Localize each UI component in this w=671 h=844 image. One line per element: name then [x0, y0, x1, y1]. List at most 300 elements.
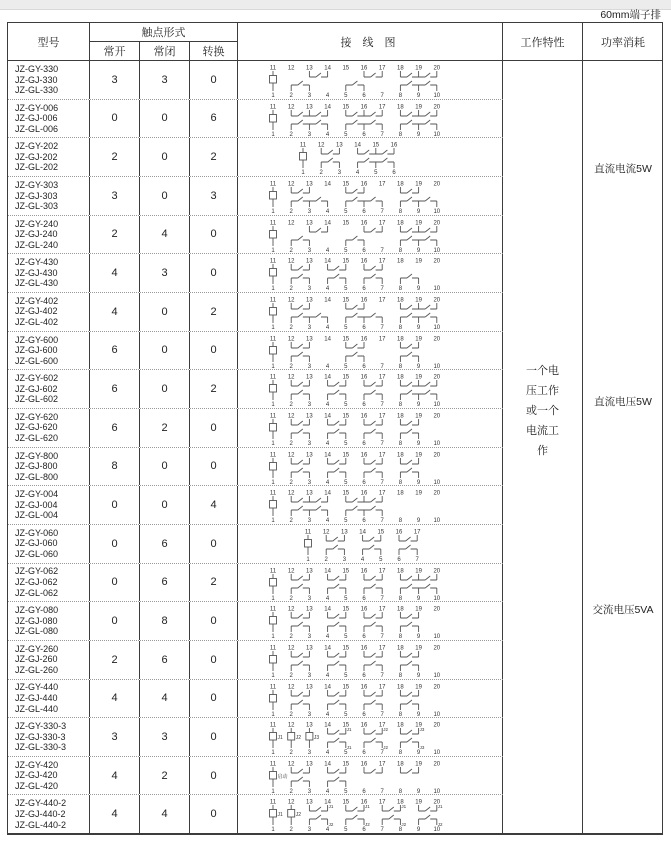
normally-closed-count: 4	[140, 216, 190, 254]
svg-text:8: 8	[398, 247, 403, 254]
svg-text:4: 4	[325, 324, 330, 331]
svg-text:11: 11	[269, 452, 277, 459]
svg-text:19: 19	[415, 336, 422, 343]
svg-text:12: 12	[287, 722, 295, 729]
svg-text:4: 4	[325, 131, 330, 138]
svg-text:12: 12	[287, 65, 295, 72]
svg-text:12: 12	[287, 220, 295, 227]
svg-text:20: 20	[433, 65, 441, 72]
svg-text:8: 8	[398, 788, 403, 795]
normally-closed-count: 3	[140, 61, 190, 99]
model-label: JZ-GY-060	[15, 527, 59, 538]
svg-text:16: 16	[360, 220, 368, 227]
model-label: JZ-GJ-600	[15, 345, 58, 356]
normally-open-count: 2	[90, 641, 140, 679]
svg-text:7: 7	[380, 286, 384, 292]
svg-text:12: 12	[317, 142, 325, 149]
svg-text:14: 14	[324, 490, 331, 497]
svg-text:16: 16	[360, 568, 368, 575]
svg-text:8: 8	[398, 131, 403, 138]
svg-text:12: 12	[287, 606, 295, 613]
svg-text:2: 2	[289, 672, 293, 679]
model-label: JZ-GJ-440-2	[15, 809, 66, 819]
svg-text:14: 14	[324, 606, 331, 613]
model-label: JZ-GY-080	[15, 605, 59, 616]
changeover-count: 0	[190, 448, 238, 486]
model-cell	[8, 332, 90, 370]
svg-text:1: 1	[271, 363, 275, 370]
normally-closed-count: 6	[140, 641, 190, 679]
svg-text:2: 2	[289, 440, 293, 447]
model-label: JZ-GJ-440	[15, 693, 58, 704]
svg-text:J1: J1	[346, 727, 352, 733]
svg-text:10: 10	[433, 247, 441, 254]
svg-text:11: 11	[269, 490, 277, 497]
svg-text:3: 3	[307, 788, 312, 795]
svg-text:13: 13	[306, 181, 313, 188]
normally-closed-count: 2	[140, 409, 190, 447]
svg-text:13: 13	[306, 374, 313, 381]
power-consumption-label: 交流电压5VA	[592, 604, 654, 616]
model-cell	[8, 254, 90, 292]
model-label: JZ-GJ-240	[15, 229, 58, 240]
svg-text:启动: 启动	[277, 773, 288, 780]
svg-text:20: 20	[433, 761, 441, 768]
svg-text:11: 11	[269, 220, 277, 227]
svg-text:4: 4	[325, 827, 330, 834]
svg-text:16: 16	[395, 529, 403, 536]
wiring-diagram-cell	[238, 293, 503, 331]
terminal-strip-note: 60mm端子排	[600, 9, 661, 21]
svg-text:5: 5	[344, 634, 348, 640]
svg-text:6: 6	[362, 750, 366, 756]
svg-text:10: 10	[433, 131, 441, 138]
svg-text:12: 12	[287, 258, 295, 265]
svg-text:5: 5	[344, 208, 348, 215]
svg-text:7: 7	[380, 363, 384, 370]
normally-open-count: 0	[90, 602, 140, 640]
svg-text:14: 14	[324, 799, 331, 806]
svg-text:7: 7	[380, 595, 384, 602]
model-label: JZ-GY-330-3	[15, 721, 67, 732]
svg-text:19: 19	[415, 297, 422, 304]
svg-text:2: 2	[289, 208, 293, 215]
svg-text:12: 12	[287, 568, 295, 575]
svg-text:5: 5	[344, 479, 348, 486]
model-label: JZ-GL-620	[15, 433, 59, 444]
svg-text:3: 3	[307, 402, 312, 408]
svg-text:18: 18	[397, 181, 404, 188]
svg-text:14: 14	[359, 529, 366, 536]
svg-text:J2: J2	[437, 822, 443, 828]
model-label: JZ-GL-602	[15, 394, 59, 405]
svg-text:6: 6	[362, 131, 366, 138]
table-row	[8, 99, 503, 138]
svg-text:18: 18	[397, 336, 404, 343]
svg-text:10: 10	[433, 93, 441, 99]
changeover-count: 0	[190, 757, 238, 795]
svg-text:10: 10	[433, 286, 441, 292]
wiring-diagram-cell	[238, 525, 503, 563]
svg-text:J3: J3	[419, 745, 425, 751]
svg-text:18: 18	[397, 220, 404, 227]
normally-open-count: 2	[90, 138, 140, 176]
wiring-diagram	[238, 602, 502, 640]
wiring-diagram	[238, 641, 502, 679]
model-cell	[8, 409, 90, 447]
normally-open-count: 0	[90, 564, 140, 602]
normally-closed-count: 3	[140, 254, 190, 292]
wiring-diagram-cell	[238, 177, 503, 215]
svg-text:8: 8	[398, 750, 403, 756]
svg-text:11: 11	[269, 374, 277, 381]
model-cell	[8, 718, 90, 756]
svg-text:2: 2	[289, 634, 293, 640]
model-cell	[8, 525, 90, 563]
svg-text:17: 17	[378, 374, 386, 381]
svg-text:6: 6	[392, 170, 396, 176]
svg-text:5: 5	[344, 324, 348, 331]
svg-text:6: 6	[362, 634, 366, 640]
svg-text:8: 8	[398, 827, 403, 834]
table-row	[8, 408, 503, 447]
wiring-diagram-cell	[238, 718, 503, 756]
svg-text:10: 10	[433, 324, 441, 331]
svg-text:13: 13	[306, 490, 313, 497]
normally-closed-count: 6	[140, 525, 190, 563]
svg-text:5: 5	[379, 556, 383, 563]
svg-text:14: 14	[324, 684, 331, 690]
working-characteristics-line: 作	[537, 445, 548, 457]
svg-text:4: 4	[325, 402, 330, 408]
svg-text:4: 4	[325, 788, 330, 795]
model-label: JZ-GL-440-2	[15, 819, 67, 830]
table-row	[8, 601, 503, 640]
normally-closed-count: 4	[140, 680, 190, 718]
wiring-diagram-cell	[238, 757, 503, 795]
svg-text:15: 15	[342, 684, 350, 690]
svg-text:5: 5	[344, 402, 348, 408]
normally-open-count: 3	[90, 718, 140, 756]
svg-text:14: 14	[324, 761, 331, 768]
svg-text:8: 8	[398, 711, 403, 718]
svg-text:19: 19	[415, 606, 422, 613]
svg-text:15: 15	[342, 65, 350, 72]
svg-text:20: 20	[433, 645, 441, 652]
wiring-diagram	[238, 254, 502, 292]
working-characteristics-line: 压工作	[526, 385, 559, 397]
normally-closed-count: 4	[140, 795, 190, 833]
svg-text:15: 15	[342, 722, 350, 729]
svg-text:2: 2	[324, 556, 328, 563]
wiring-diagram-cell	[238, 332, 503, 370]
wiring-diagram-cell	[238, 370, 503, 408]
model-label: JZ-GY-006	[15, 102, 59, 113]
svg-text:19: 19	[415, 761, 422, 768]
svg-text:6: 6	[397, 556, 401, 563]
svg-text:20: 20	[433, 336, 441, 343]
svg-text:15: 15	[342, 258, 350, 265]
svg-text:6: 6	[362, 402, 366, 408]
svg-text:15: 15	[342, 606, 350, 613]
header-working-characteristics: 工作特性	[503, 23, 583, 60]
svg-text:13: 13	[306, 65, 313, 72]
normally-open-count: 0	[90, 486, 140, 524]
model-label: JZ-GY-202	[15, 141, 59, 152]
power-consumption-column	[583, 61, 663, 833]
table-row	[8, 640, 503, 679]
table-row	[8, 447, 503, 486]
svg-text:13: 13	[306, 645, 313, 652]
changeover-count: 2	[190, 138, 238, 176]
svg-text:13: 13	[306, 606, 313, 613]
svg-text:7: 7	[380, 479, 384, 486]
table-row	[8, 794, 503, 833]
svg-text:9: 9	[416, 479, 421, 486]
svg-text:8: 8	[398, 93, 403, 99]
model-label: JZ-GL-062	[15, 587, 59, 598]
svg-text:1: 1	[301, 170, 305, 176]
model-cell	[8, 564, 90, 602]
model-label: JZ-GL-440	[15, 703, 59, 714]
normally-closed-count: 0	[140, 332, 190, 370]
svg-text:13: 13	[306, 761, 313, 768]
table-row	[8, 61, 503, 99]
svg-text:2: 2	[289, 750, 293, 756]
svg-text:J1: J1	[437, 804, 443, 810]
svg-text:9: 9	[416, 363, 421, 370]
working-characteristics-text	[503, 361, 582, 461]
svg-text:20: 20	[433, 722, 441, 729]
svg-text:4: 4	[325, 479, 330, 486]
svg-text:3: 3	[342, 556, 347, 563]
svg-text:9: 9	[416, 750, 421, 756]
working-characteristics-column	[503, 61, 583, 833]
model-label: JZ-GY-602	[15, 373, 59, 384]
svg-text:18: 18	[397, 722, 404, 729]
svg-text:18: 18	[397, 104, 404, 111]
model-cell	[8, 486, 90, 524]
svg-text:2: 2	[289, 711, 293, 718]
model-label: JZ-GJ-330-3	[15, 731, 66, 742]
wiring-diagram	[238, 293, 502, 331]
wiring-diagram-cell	[238, 602, 503, 640]
svg-text:8: 8	[398, 440, 403, 447]
svg-text:6: 6	[362, 711, 366, 718]
svg-text:18: 18	[397, 452, 404, 459]
wiring-diagram	[238, 216, 502, 254]
svg-text:11: 11	[269, 799, 277, 806]
wiring-diagram	[238, 370, 502, 408]
svg-text:13: 13	[306, 104, 313, 111]
svg-text:11: 11	[269, 761, 277, 768]
wiring-diagram-cell	[238, 138, 503, 176]
svg-text:3: 3	[307, 595, 312, 602]
wiring-diagram-cell	[238, 564, 503, 602]
svg-text:14: 14	[324, 374, 331, 381]
model-label: JZ-GJ-430	[15, 267, 58, 278]
svg-text:13: 13	[306, 413, 313, 420]
svg-text:7: 7	[380, 208, 384, 215]
svg-text:11: 11	[304, 529, 312, 536]
svg-text:9: 9	[416, 440, 421, 447]
svg-text:2: 2	[289, 131, 293, 138]
wiring-diagram-cell	[238, 486, 503, 524]
model-cell	[8, 216, 90, 254]
model-label: JZ-GJ-080	[15, 615, 58, 626]
svg-text:20: 20	[433, 452, 441, 459]
svg-text:4: 4	[325, 363, 330, 370]
svg-text:5: 5	[344, 518, 348, 524]
changeover-count: 2	[190, 564, 238, 602]
svg-text:13: 13	[306, 452, 313, 459]
svg-text:3: 3	[307, 827, 312, 834]
svg-text:13: 13	[306, 568, 313, 575]
wiring-diagram	[238, 757, 502, 795]
header-normally-closed: 常闭	[140, 42, 190, 60]
svg-text:4: 4	[355, 170, 360, 176]
svg-text:3: 3	[337, 170, 342, 176]
wiring-diagram	[238, 100, 502, 138]
svg-text:11: 11	[269, 722, 277, 729]
model-label: JZ-GJ-420	[15, 770, 58, 781]
table-header	[8, 23, 662, 61]
svg-text:1: 1	[306, 556, 310, 563]
svg-text:2: 2	[289, 827, 293, 834]
wiring-diagram	[238, 177, 502, 215]
svg-text:7: 7	[380, 788, 384, 795]
svg-text:17: 17	[378, 722, 386, 729]
svg-text:9: 9	[416, 131, 421, 138]
svg-text:6: 6	[362, 208, 366, 215]
svg-text:19: 19	[415, 452, 422, 459]
model-label: JZ-GL-600	[15, 355, 59, 366]
svg-text:13: 13	[306, 799, 313, 806]
changeover-count: 0	[190, 680, 238, 718]
model-label: JZ-GJ-202	[15, 151, 58, 162]
svg-text:9: 9	[416, 672, 421, 679]
svg-text:3: 3	[307, 363, 312, 370]
model-label: JZ-GY-620	[15, 411, 59, 422]
svg-text:12: 12	[287, 297, 295, 304]
normally-closed-count: 0	[140, 293, 190, 331]
wiring-diagram	[238, 448, 502, 486]
svg-text:9: 9	[416, 208, 421, 215]
model-label: JZ-GJ-402	[15, 306, 58, 317]
svg-text:3: 3	[307, 672, 312, 679]
svg-text:3: 3	[307, 286, 312, 292]
wiring-diagram	[238, 138, 502, 176]
normally-open-count: 6	[90, 332, 140, 370]
svg-text:J1: J1	[401, 804, 407, 810]
svg-text:12: 12	[287, 336, 295, 343]
wiring-diagram-cell	[238, 680, 503, 718]
svg-text:6: 6	[362, 286, 366, 292]
model-label: JZ-GY-402	[15, 295, 59, 306]
svg-text:7: 7	[380, 827, 384, 834]
svg-text:6: 6	[362, 247, 366, 254]
svg-text:3: 3	[307, 208, 312, 215]
svg-text:4: 4	[325, 672, 330, 679]
svg-text:4: 4	[325, 440, 330, 447]
svg-text:15: 15	[342, 645, 350, 652]
svg-text:7: 7	[380, 634, 384, 640]
svg-text:16: 16	[360, 684, 368, 690]
svg-text:2: 2	[319, 170, 323, 176]
model-cell	[8, 61, 90, 99]
wiring-diagram	[238, 332, 502, 370]
svg-text:5: 5	[344, 440, 348, 447]
svg-text:16: 16	[360, 181, 368, 188]
model-label: JZ-GJ-620	[15, 422, 58, 433]
svg-text:2: 2	[289, 286, 293, 292]
svg-text:19: 19	[415, 645, 422, 652]
svg-text:19: 19	[415, 568, 422, 575]
svg-text:2: 2	[289, 479, 293, 486]
svg-text:8: 8	[398, 518, 403, 524]
normally-open-count: 4	[90, 293, 140, 331]
model-label: JZ-GY-330	[15, 63, 59, 74]
table-row	[8, 292, 503, 331]
svg-text:17: 17	[378, 568, 386, 575]
svg-text:15: 15	[342, 297, 350, 304]
svg-text:4: 4	[325, 93, 330, 99]
svg-text:18: 18	[397, 297, 404, 304]
svg-text:5: 5	[344, 286, 348, 292]
changeover-count: 0	[190, 718, 238, 756]
wiring-diagram-cell	[238, 61, 503, 99]
svg-text:10: 10	[433, 363, 441, 370]
svg-text:14: 14	[324, 336, 331, 343]
svg-text:15: 15	[342, 104, 350, 111]
svg-text:6: 6	[362, 324, 366, 331]
svg-text:19: 19	[415, 413, 422, 420]
svg-text:5: 5	[344, 750, 348, 756]
svg-text:1: 1	[271, 247, 275, 254]
model-label: JZ-GY-440-2	[15, 798, 67, 809]
svg-text:J1: J1	[365, 804, 370, 810]
svg-text:12: 12	[287, 181, 295, 188]
svg-text:3: 3	[307, 131, 312, 138]
model-label: JZ-GY-430	[15, 257, 59, 268]
model-label: JZ-GL-004	[15, 510, 59, 521]
normally-open-count: 6	[90, 409, 140, 447]
wiring-diagram	[238, 61, 502, 99]
model-label: JZ-GL-330	[15, 85, 59, 96]
svg-text:7: 7	[380, 402, 384, 408]
normally-open-count: 6	[90, 370, 140, 408]
svg-text:6: 6	[362, 827, 366, 834]
svg-text:18: 18	[397, 568, 404, 575]
svg-text:20: 20	[433, 104, 441, 111]
model-cell	[8, 795, 90, 833]
svg-text:5: 5	[344, 711, 348, 718]
svg-text:14: 14	[324, 722, 331, 729]
model-cell	[8, 293, 90, 331]
normally-open-count: 4	[90, 254, 140, 292]
svg-text:1: 1	[271, 711, 275, 718]
svg-text:14: 14	[324, 297, 331, 304]
svg-text:15: 15	[342, 413, 350, 420]
svg-text:J3: J3	[313, 735, 320, 742]
svg-text:20: 20	[433, 799, 441, 806]
svg-text:17: 17	[378, 258, 386, 265]
svg-text:7: 7	[380, 518, 384, 524]
model-label: JZ-GJ-303	[15, 190, 58, 201]
svg-text:8: 8	[398, 324, 403, 331]
svg-text:16: 16	[360, 297, 368, 304]
svg-text:9: 9	[416, 402, 421, 408]
